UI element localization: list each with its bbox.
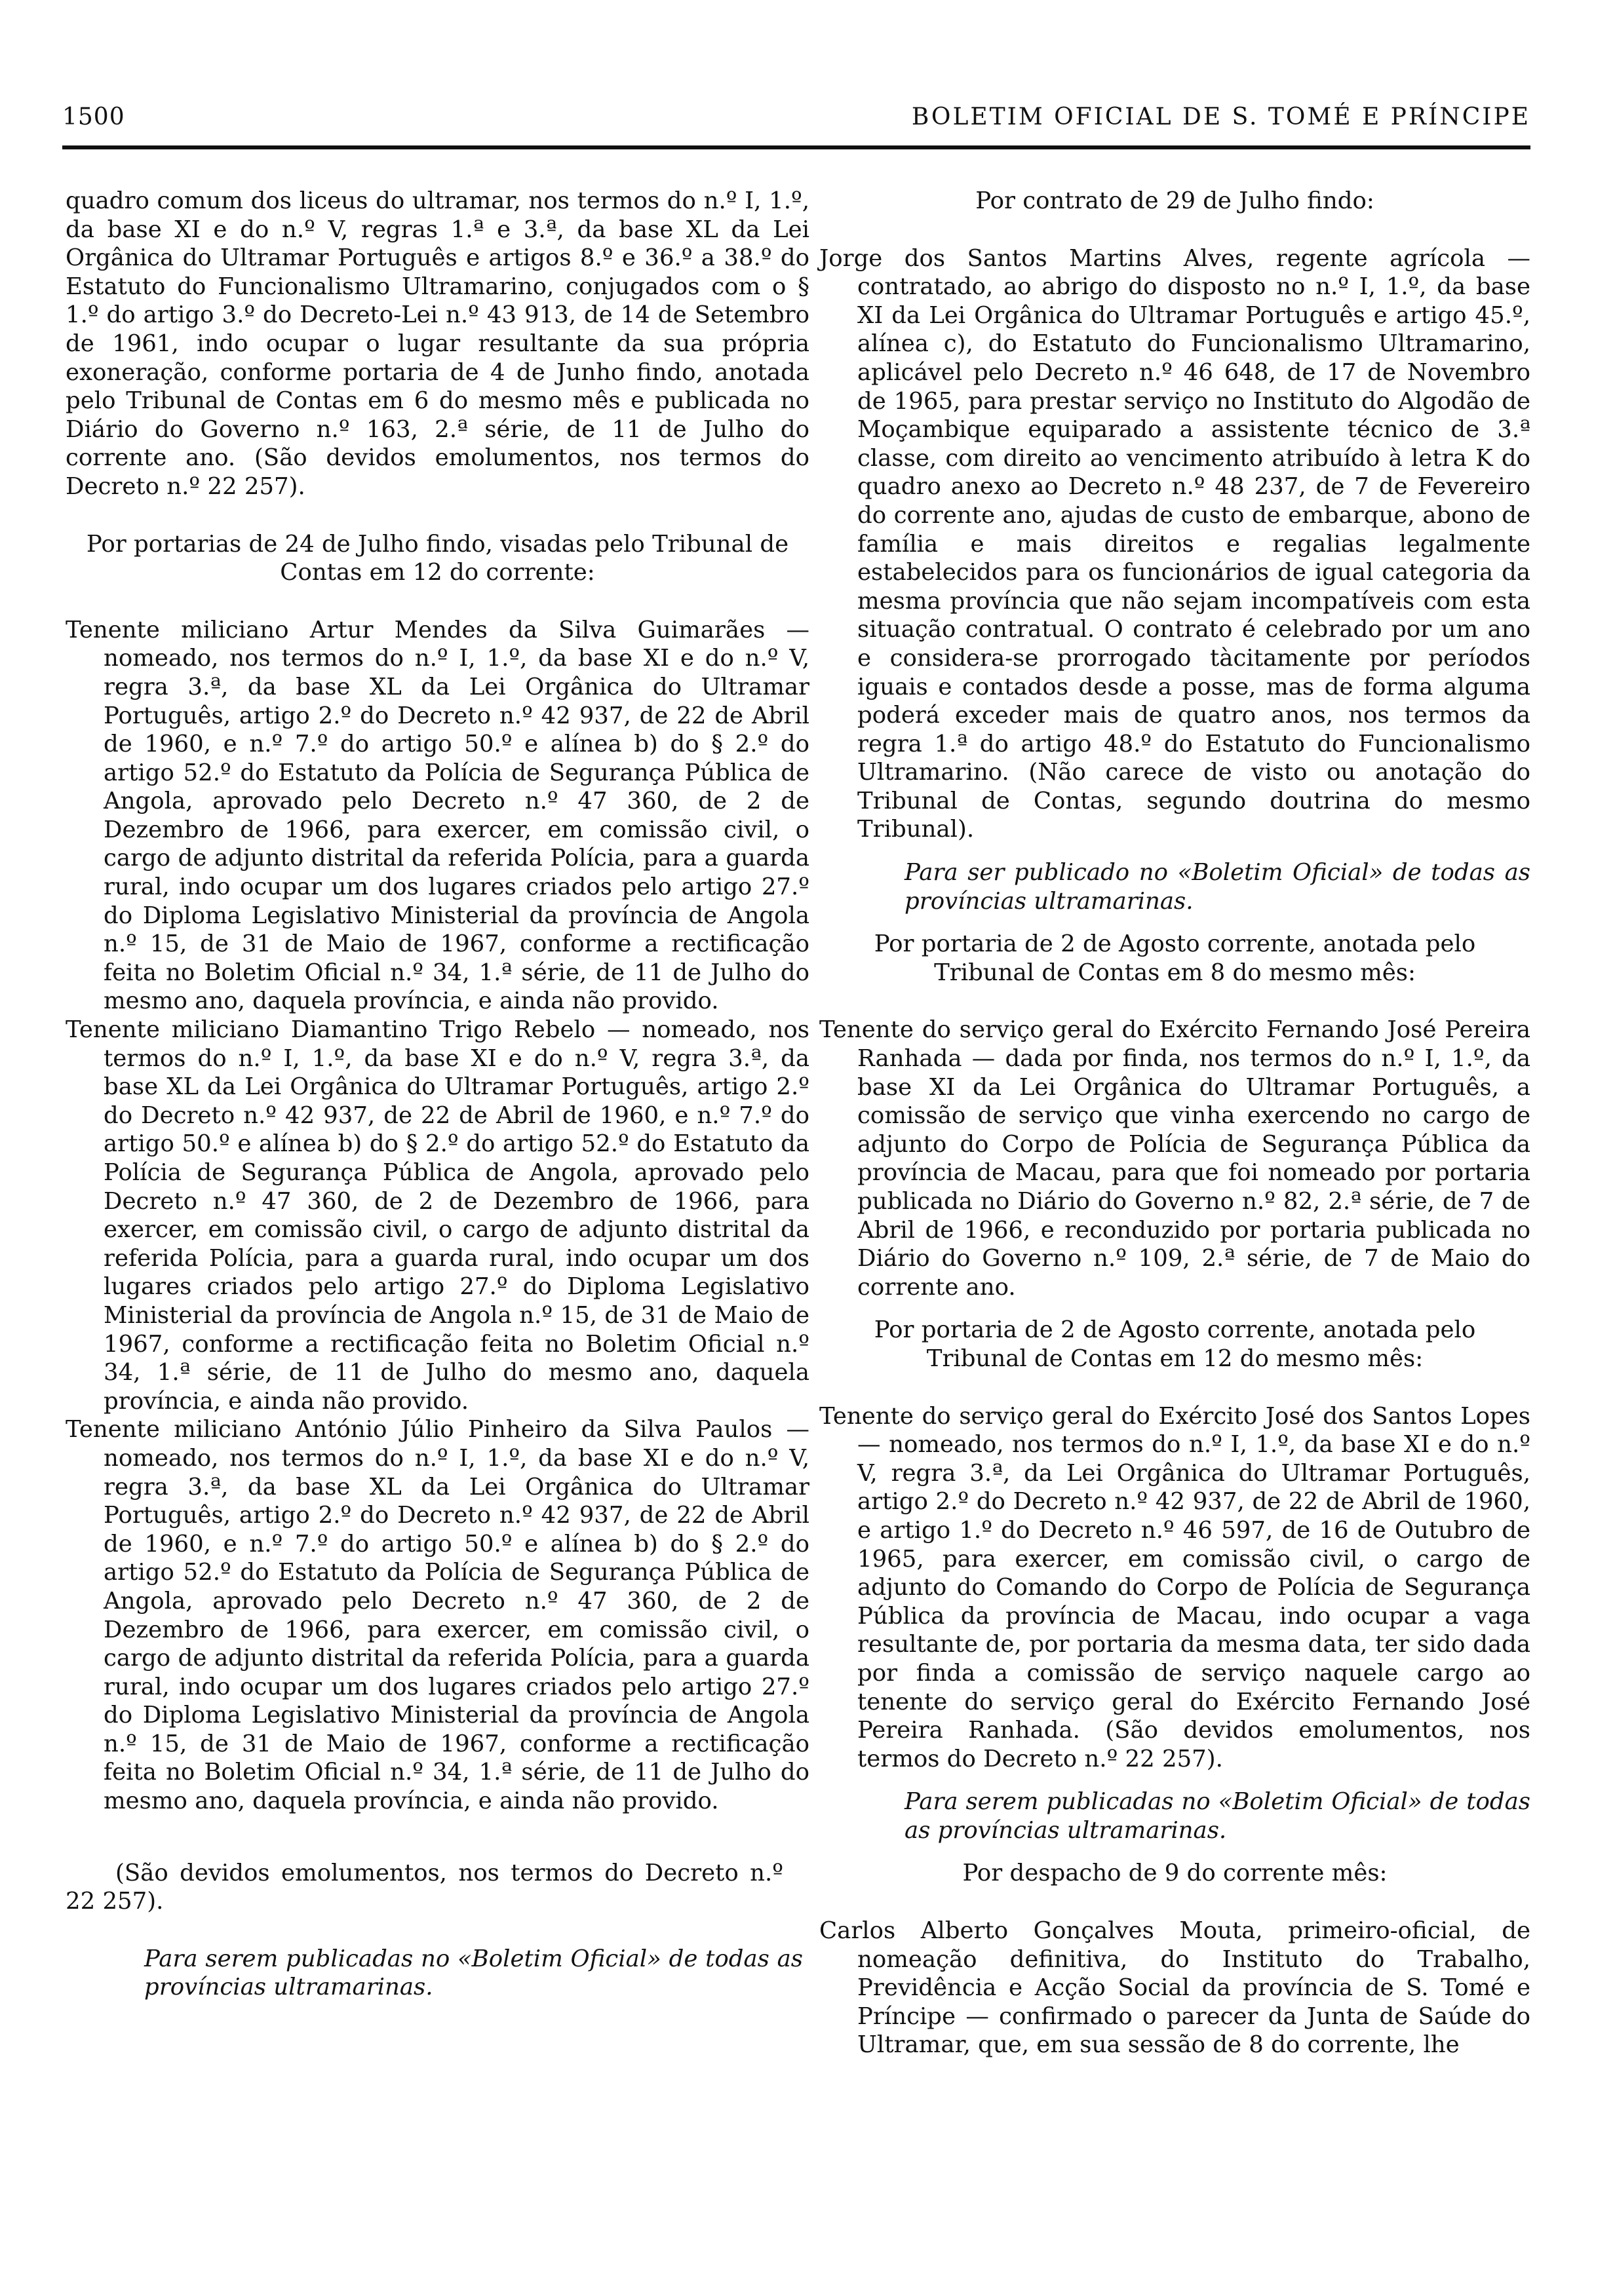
emolumentos-note: (São devidos emolumentos, nos termos do Decreto n.º 22 257). xyxy=(66,1859,783,1915)
section-intro-portarias: Por portarias de 24 de Julho findo, visadas pelo Tribunal de Contas em 12 do corrente: xyxy=(86,530,789,586)
entry-fernando-ranhada: Tenente do serviço geral do Exército Fernando José Pereira Ranhada — dada por finda, nos termos do n.º I, 1.º, da base XI da Lei Orgânica do Ultramar Português, a comissão de serviço que vinha exercendo no cargo de adjunto do Corpo de Polícia de Segurança Pública da província de Macau, para que foi nomeado por portaria publicada no Diário do Governo n.º 82, 2.ª série, de 7 de Abril de 1966, e reconduzido por portaria publicada no Diário do Governo n.º 109, 2.ª série, de 7 de Maio do corrente ano. xyxy=(819,1016,1530,1301)
right-column xyxy=(819,187,1530,2059)
section-intro-portaria-8: Por portaria de 2 de Agosto corrente, anotada pelo Tribunal de Contas em 8 do mesmo mês: xyxy=(874,930,1476,986)
publication-note: Para ser publicado no «Boletim Oficial» de todas as províncias ultramarinas. xyxy=(905,859,1530,915)
publication-note: Para serem publicadas no «Boletim Oficial» de todas as províncias ultramarinas. xyxy=(905,1788,1530,1844)
page-header xyxy=(62,104,1530,136)
section-intro-contrato: Por contrato de 29 de Julho findo: xyxy=(975,187,1374,214)
paragraph-continuation: quadro comum dos liceus do ultramar, nos termos do n.º I, 1.º, da base XI e do n.º V, regras 1.ª e 3.ª, da base XL da Lei Orgânica do Ultramar Português e artigos 8.º e 36.º a 38.º do Estatuto do Funcionalismo Ultramarino, conjugados com o § 1.º do artigo 3.º do Decreto-Lei n.º 43 913, de 14 de Setembro de 1961, indo ocupar o lugar resultante da sua própria exoneração, conforme portaria de 4 de Junho findo, anotada pelo Tribunal de Contas em 6 do mesmo mês e publicada no Diário do Governo n.º 163, 2.ª série, de 11 de Julho do corrente ano. (São devidos emolumentos, nos termos do Decreto n.º 22 257). xyxy=(66,187,809,500)
entry-carlos-mouta: Carlos Alberto Gonçalves Mouta, primeiro-oficial, de nomeação definitiva, do Instituto do Trabalho, Previdência e Acção Social da província de S. Tomé e Príncipe — confirmado o parecer da Junta de Saúde do Ultramar, que, em sua sessão de 8 do corrente, lhe xyxy=(819,1917,1530,2059)
running-title: BOLETIM OFICIAL DE S. TOMÉ E PRÍNCIPE xyxy=(911,104,1530,130)
publication-note: Para serem publicadas no «Boletim Oficial» de todas as províncias ultramarinas. xyxy=(144,1945,803,2001)
entry-jorge-alves: Jorge dos Santos Martins Alves, regente agrícola — contratado, ao abrigo do disposto no n.º I, 1.º, da base XI da Lei Orgânica do Ultramar Português e artigo 45.º, alínea c), do Estatuto do Funcionalismo Ultramarino, aplicável pelo Decreto n.º 46 648, de 17 de Novembro de 1965, para prestar serviço no Instituto do Algodão de Moçambique equiparado a assistente técnico de 3.ª classe, com direito ao vencimento atribuído à letra K do quadro anexo ao Decreto n.º 48 237, de 7 de Fevereiro do corrente ano, ajudas de custo de embarque, abono de família e mais direitos e regalias legalmente estabelecidos para os funcionários de igual categoria da mesma província que não sejam incompatíveis com esta situação contratual. O contrato é celebrado por um ano e considera-se prorrogado tàcitamente por períodos iguais e contados desde a posse, mas de forma alguma poderá exceder mais de quatro anos, nos termos da regra 1.ª do artigo 48.º do Estatuto do Funcionalismo Ultramarino. (Não carece de visto ou anotação do Tribunal de Contas, segundo doutrina do mesmo Tribunal). xyxy=(819,244,1530,843)
entry-artur-guimaraes: Tenente miliciano Artur Mendes da Silva Guimarães — nomeado, nos termos do n.º I, 1.º, da base XI e do n.º V, regra 3.ª, da base XL da Lei Orgânica do Ultramar Português, artigo 2.º do Decreto n.º 42 937, de 22 de Abril de 1960, e n.º 7.º do artigo 50.º e alínea b) do § 2.º do artigo 52.º do Estatuto da Polícia de Segurança Pública de Angola, aprovado pelo Decreto n.º 47 360, de 2 de Dezembro de 1966, para exercer, em comissão civil, o cargo de adjunto distrital da referida Polícia, para a guarda rural, indo ocupar um dos lugares criados pelo artigo 27.º do Diploma Legislativo Ministerial da província de Angola n.º 15, de 31 de Maio de 1967, conforme a rectificação feita no Boletim Oficial n.º 34, 1.ª série, de 11 de Julho do mesmo ano, daquela província, e ainda não provido. xyxy=(66,616,809,1015)
section-intro-despacho: Por despacho de 9 do corrente mês: xyxy=(962,1860,1388,1887)
section-intro-portaria-12: Por portaria de 2 de Agosto corrente, anotada pelo Tribunal de Contas em 12 do mesmo mês: xyxy=(874,1316,1476,1372)
header-rule xyxy=(62,145,1530,149)
entry-jose-lopes: Tenente do serviço geral do Exército José dos Santos Lopes — nomeado, nos termos do n.º I, 1.º, da base XI e do n.º V, regra 3.ª, da Lei Orgânica do Ultramar Português, artigo 2.º do Decreto n.º 42 937, de 22 de Abril de 1960, e artigo 1.º do Decreto n.º 46 597, de 16 de Outubro de 1965, para exercer, em comissão civil, o cargo de adjunto do Comando do Corpo de Polícia de Segurança Pública da província de Macau, indo ocupar a vaga resultante de, por portaria da mesma data, ter sido dada por finda a comissão de serviço naquele cargo ao tenente do serviço geral do Exército Fernando José Pereira Ranhada. (São devidos emolumentos, nos termos do Decreto n.º 22 257). xyxy=(819,1402,1530,1772)
left-column xyxy=(66,187,809,2002)
entry-antonio-paulos: Tenente miliciano António Júlio Pinheiro da Silva Paulos — nomeado, nos termos do n.º I, 1.º, da base XI e do n.º V, regra 3.ª, da base XL da Lei Orgânica do Ultramar Português, artigo 2.º do Decreto n.º 42 937, de 22 de Abril de 1960, e n.º 7.º do artigo 50.º e alínea b) do § 2.º do artigo 52.º do Estatuto da Polícia de Segurança Pública de Angola, aprovado pelo Decreto n.º 47 360, de 2 de Dezembro de 1966, para exercer, em comissão civil, o cargo de adjunto distrital da referida Polícia, para a guarda rural, indo ocupar um dos lugares criados pelo artigo 27.º do Diploma Legislativo Ministerial da província de Angola n.º 15, de 31 de Maio de 1967, conforme a rectificação feita no Boletim Oficial n.º 34, 1.ª série, de 11 de Julho do mesmo ano, daquela província, e ainda não provido. xyxy=(66,1416,809,1815)
page-number: 1500 xyxy=(62,104,125,130)
entry-diamantino-rebelo: Tenente miliciano Diamantino Trigo Rebelo — nomeado, nos termos do n.º I, 1.º, da base XI e do n.º V, regra 3.ª, da base XL da Lei Orgânica do Ultramar Português, artigo 2.º do Decreto n.º 42 937, de 22 de Abril de 1960, e n.º 7.º do artigo 50.º e alínea b) do § 2.º do artigo 52.º do Estatuto da Polícia de Segurança Pública de Angola, aprovado pelo Decreto n.º 47 360, de 2 de Dezembro de 1966, para exercer, em comissão civil, o cargo de adjunto distrital da referida Polícia, para a guarda rural, indo ocupar um dos lugares criados pelo artigo 27.º do Diploma Legislativo Ministerial da província de Angola n.º 15, de 31 de Maio de 1967, conforme a rectificação feita no Boletim Oficial n.º 34, 1.ª série, de 11 de Julho do mesmo ano, daquela província, e ainda não provido. xyxy=(66,1016,809,1415)
